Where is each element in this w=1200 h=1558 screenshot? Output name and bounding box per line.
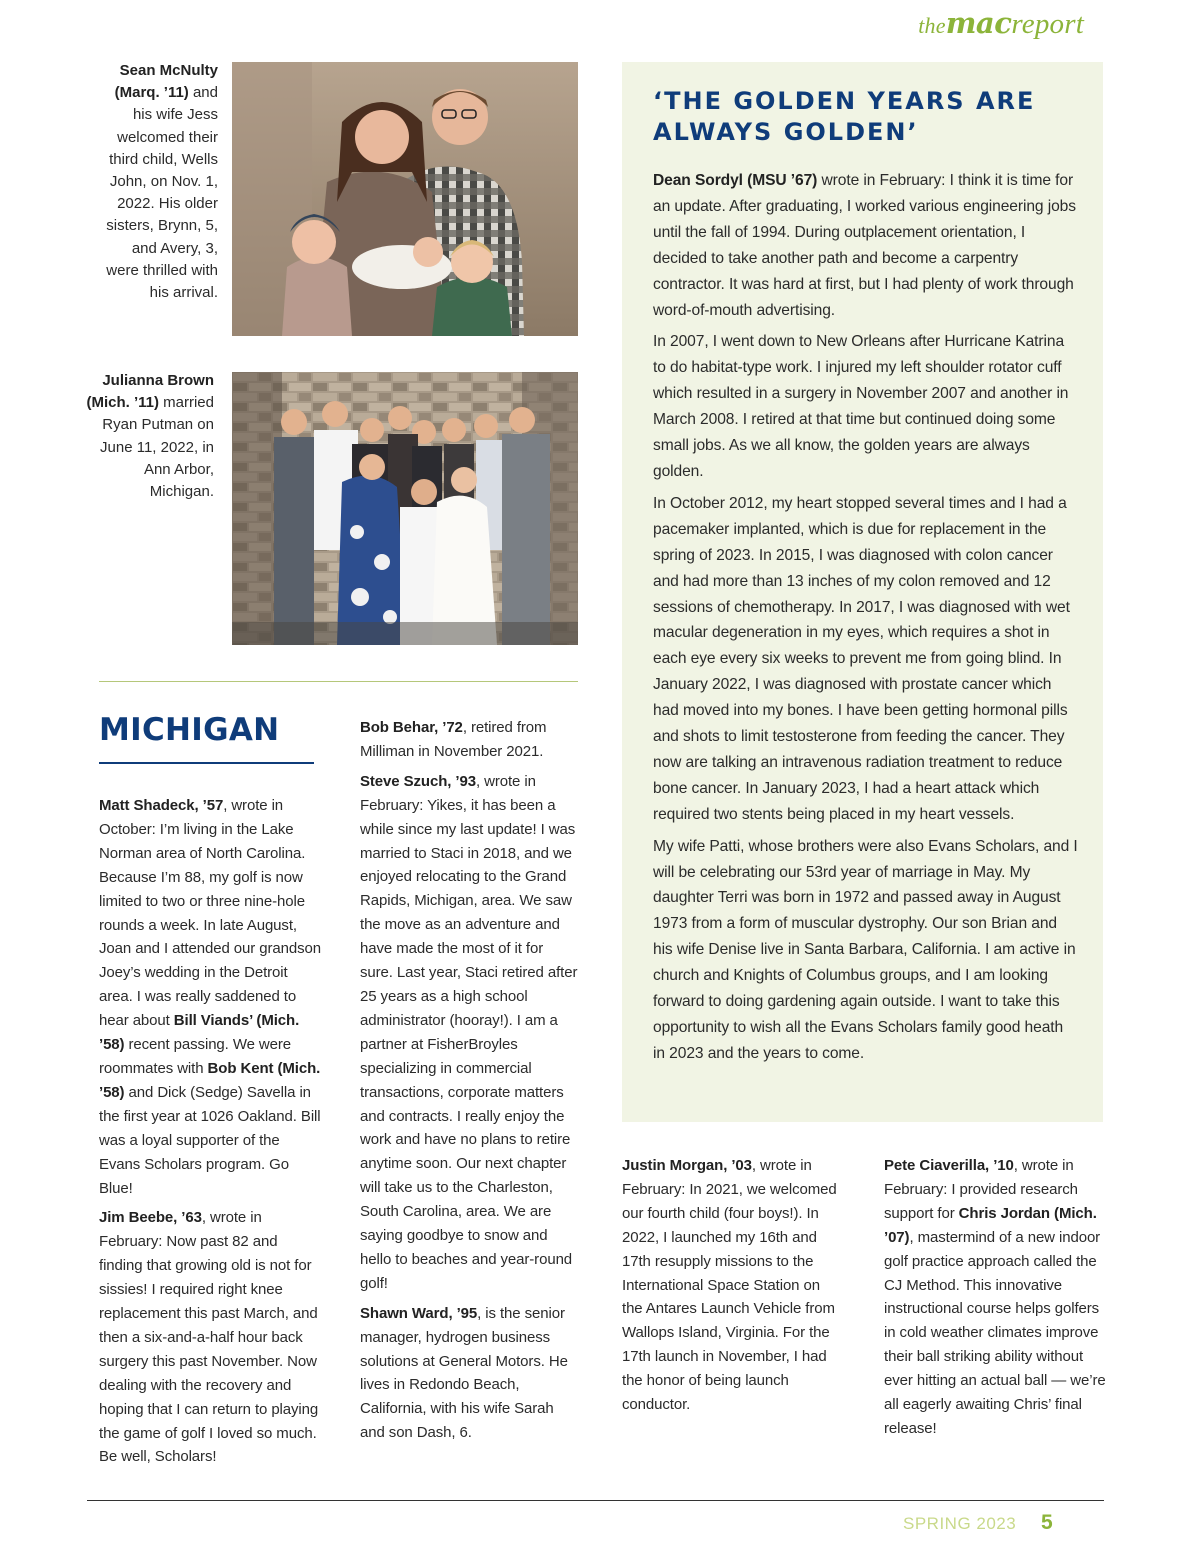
section-divider xyxy=(99,681,578,682)
note-text: and Dick (Sedge) Savella in the first year at 1026 Oakland. Bill was a loyal supporter of the Evans Scholars program. Go Blue! xyxy=(99,1083,321,1197)
caption-text: married Ryan Putman on June 11, 2022, in Ann Arbor, Michigan. xyxy=(100,394,214,501)
masthead-the: the xyxy=(918,13,946,38)
note-paragraph xyxy=(653,491,1078,828)
note-text: , wrote in February: Now past 82 and finding that growing old is not for sissies! I required right knee replacement this past March, and then a six-and-a-half hour back surgery this past November. Now dealing with the recovery and hoping that I can return to playing the game of golf I loved so much. Be well, Scholars! xyxy=(99,1209,319,1466)
note-paragraph xyxy=(99,794,324,1200)
alumni-name: Matt Shadeck, ’57 xyxy=(99,797,224,814)
masthead-report: report xyxy=(1011,8,1084,40)
caption-name: Sean McNulty (Marq. ’11) xyxy=(114,62,218,102)
note-paragraph xyxy=(99,1206,324,1469)
masthead-logo xyxy=(918,6,1084,41)
photo-caption-brown xyxy=(82,370,214,503)
note-text: , wrote in February: In 2021, we welcomed our fourth child (four boys!). In 2022, I launched my 16th and 17th resupply missions to the International Space Station on the Antares Launch Vehicle from Wallops Island, Virginia. For the 17th launch in November, I had the honor of being launch conductor. xyxy=(622,1157,837,1414)
class-notes-column-1 xyxy=(99,794,324,1475)
note-paragraph xyxy=(884,1154,1106,1441)
alumni-name: Bill Viands’ (Mich. ’58) xyxy=(99,1012,300,1054)
caption-name: Julianna Brown (Mich. ’11) xyxy=(86,372,214,412)
alumni-name: Pete Ciaverilla, ’10 xyxy=(884,1157,1014,1174)
masthead-mac: mac xyxy=(945,6,1012,40)
alumni-name: Bob Behar, ’72 xyxy=(360,719,463,736)
note-text: , wrote in October: I’m living in the Lake Norman area of North Carolina. Because I’m 88, my golf is now limited to two or three nine-hole rounds a week. In late August, Joan and I attended our grandson Joey’s wedding in the Detroit area. I was really saddened to hear about xyxy=(99,797,321,1030)
note-paragraph xyxy=(653,168,1078,323)
note-text: In October 2012, my heart stopped several times and I had a pacemaker implanted, which is due for replacement in the spring of 2023. In 2015, I was diagnosed with colon cancer and had more than 13 inches of my colon removed and 12 sessions of chemotherapy. In 2017, I was diagnosed with wet macular degeneration in my eyes, which requires a shot in each eye every six weeks to prevent me from going blind. In January 2022, I was diagnosed with prostate cancer which had moved into my bones. I have been getting hormonal pills and shots to limit testosterone from feeding the cancer. They now are talking an intravenous radiation treatment to reduce bone cancer. In January 2023, I had a heart attack which required two stents being placed in my heart vessels. xyxy=(653,494,1070,823)
note-text: My wife Patti, whose brothers were also Evans Scholars, and I will be celebrating our 53rd year of marriage in May. My daughter Terri was born in 1972 and passed away in August 1973 from a form of muscular dystrophy. Our son Brian and his wife Denise live in Santa Barbara, California. I am active in church and Knights of Columbus groups, and I am looking forward to doing gardening again outside. I want to take this opportunity to wish all the Evans Scholars family good heath in 2023 and the years to come. xyxy=(653,837,1078,1062)
note-paragraph xyxy=(653,329,1078,484)
note-text: , wrote in February: I provided research support for xyxy=(884,1157,1078,1222)
footer-divider xyxy=(87,1500,1104,1501)
note-text: , is the senior manager, hydrogen business solutions at General Motors. He lives in Redondo Beach, California, with his wife Sarah and son Dash, 6. xyxy=(360,1304,568,1442)
family-photo xyxy=(232,62,578,336)
wedding-photo xyxy=(232,372,578,645)
caption-text: and his wife Jess welcomed their third child, Wells John, on Nov. 1, 2022. His older sisters, Brynn, 5, and Avery, 3, were thrilled with his arrival. xyxy=(106,84,218,302)
note-paragraph xyxy=(360,770,578,1296)
class-notes-column-4 xyxy=(884,1154,1106,1447)
sidebar-title: ‘THE GOLDEN YEARS ARE ALWAYS GOLDEN’ xyxy=(653,87,1036,146)
sidebar-story xyxy=(653,168,1078,1073)
alumni-name: Justin Morgan, ’03 xyxy=(622,1157,752,1174)
class-notes-column-2 xyxy=(360,716,578,1451)
alumni-name: Dean Sordyl (MSU ’67) xyxy=(653,172,818,189)
photo-caption-mcnulty xyxy=(96,60,218,304)
page-number: 5 xyxy=(1041,1511,1053,1534)
issue-label: SPRING 2023 xyxy=(903,1514,1017,1533)
alumni-name: Steve Szuch, ’93 xyxy=(360,772,476,790)
note-paragraph xyxy=(622,1154,840,1417)
note-text: , wrote in February: Yikes, it has been a while since my last update! I was married to Staci in 2018, and we enjoyed relocating to the Grand Rapids, Michigan, area. We saw the move as an adventure and have made the most of it for sure. Last year, Staci retired after 25 years as a high school administrator (hooray!). I am a partner at FisherBroyles specializing in commercial transactions, corporate matters and contracts. I really enjoy the work and have no plans to retire anytime soon. Our next chapter will take us to the Charleston, South Carolina, area. We are saying goodbye to snow and hello to beaches and year-round golf! xyxy=(360,772,578,1292)
note-paragraph xyxy=(360,1302,578,1445)
alumni-name: Jim Beebe, ’63 xyxy=(99,1209,202,1227)
note-paragraph xyxy=(360,716,578,764)
section-heading: MICHIGAN xyxy=(99,712,280,748)
note-text: recent passing. We were roommates with xyxy=(99,1036,292,1077)
section-heading-underline xyxy=(99,762,314,764)
note-paragraph xyxy=(653,834,1078,1067)
note-text: In 2007, I went down to New Orleans after Hurricane Katrina to do habitat-type work. I injured my left shoulder rotator cuff which resulted in a surgery in November 2007 and another in March 2008. I retired at that time but continued doing some small jobs. As we all know, the golden years are always golden. xyxy=(653,333,1069,480)
alumni-name: Chris Jordan (Mich. ’07) xyxy=(884,1204,1097,1246)
note-text: wrote in February: I think it is time for an update. After graduating, I worked various engineering jobs until the fall of 1994. During outplacement orientation, I decided to take another path and become a carpentry contractor. It was hard at first, but I had plenty of work through word-of-mouth advertising. xyxy=(653,172,1076,319)
note-text: , mastermind of a new indoor golf practice approach called the CJ Method. This innovative instructional course helps golfers in cold weather climates improve their ball striking ability without ever hitting an actual ball — we’re all eagerly awaiting Chris’ final release! xyxy=(884,1228,1106,1437)
note-text: , retired from Milliman in November 2021. xyxy=(360,719,547,760)
class-notes-column-3 xyxy=(622,1154,840,1423)
alumni-name: Bob Kent (Mich. ’58) xyxy=(99,1059,321,1101)
alumni-name: Shawn Ward, ’95 xyxy=(360,1304,478,1322)
